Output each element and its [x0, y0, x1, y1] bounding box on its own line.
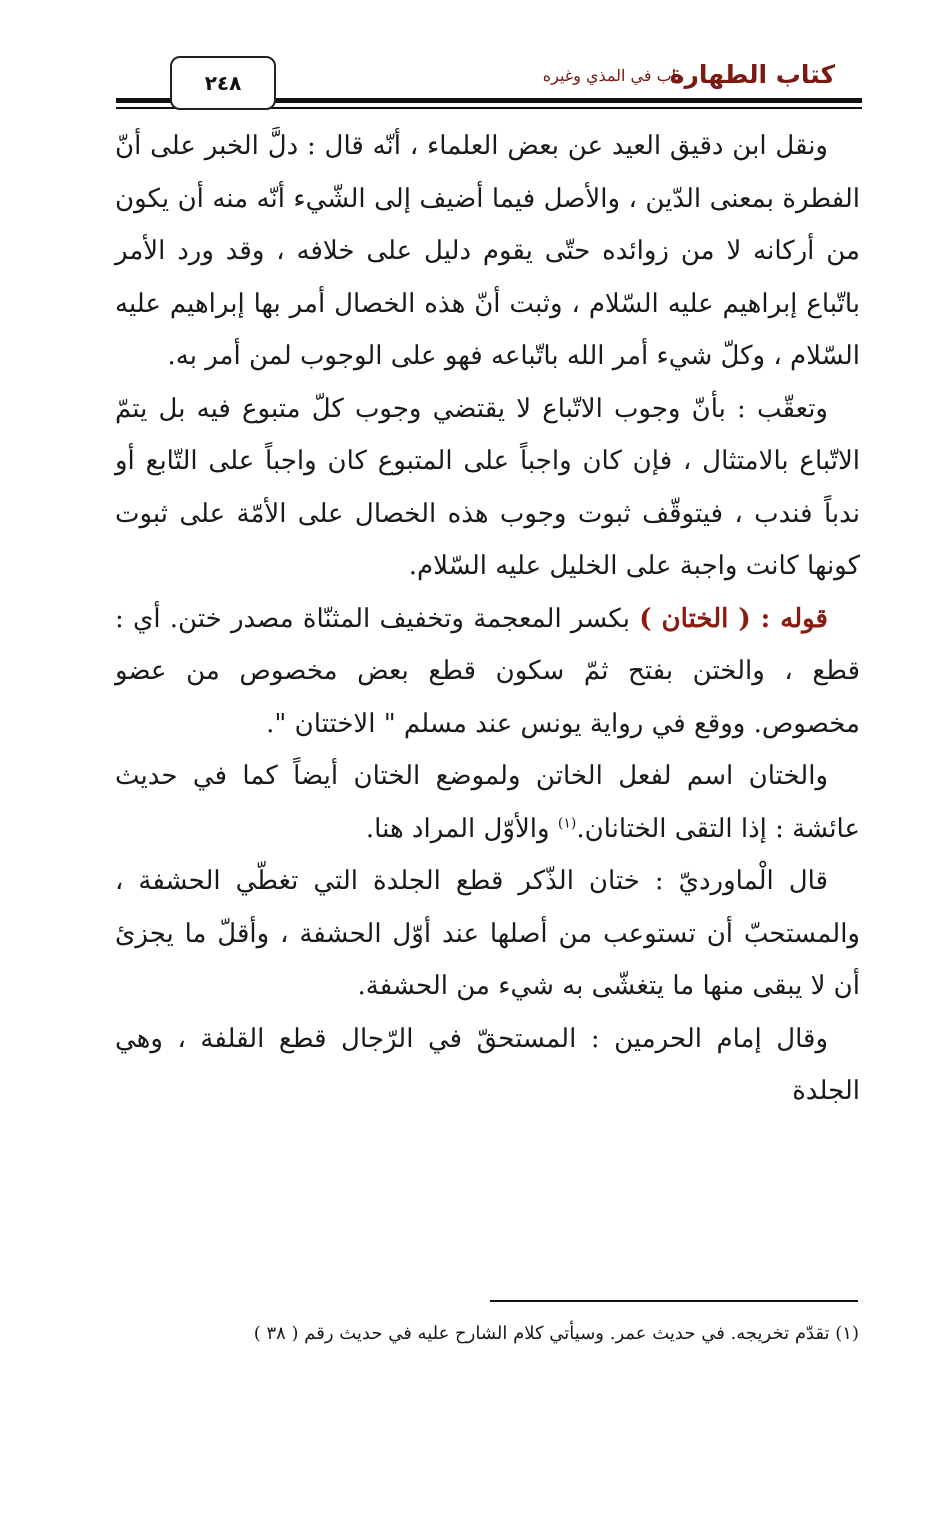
chapter-title: باب في المذي وغيره	[542, 66, 681, 85]
paragraph	[115, 593, 860, 751]
paragraph-text: وتعقّب : بأنّ وجوب الاتّباع لا يقتضي وجوب كلّ متبوع فيه بل يتمّ الاتّباع بالامتثال ، فإن كان واجباً على المتبوع كان واجباً على التّابع أو ندباً فندب ، فيتوقّف ثبوت وجوب هذه الخصال على الأمّة على ثبوت كونها كانت واجبة على الخليل عليه السّلام.	[115, 393, 860, 581]
book-title: كتاب الطهارة	[669, 60, 835, 89]
paragraph-text: وقال إمام الحرمين : المستحقّ في الرّجال قطع القلفة ، وهي الجلدة	[115, 1023, 860, 1106]
paragraph	[115, 383, 860, 593]
paragraph	[115, 855, 860, 1013]
paragraph-lead: قوله : ( الختان )	[639, 603, 828, 634]
paragraph-text: والختان اسم لفعل الخاتن ولموضع الختان أيضاً كما في حديث عائشة : إذا التقى الختانان.	[115, 761, 860, 844]
paragraph-text-after: والأوّل المراد هنا.	[365, 813, 558, 844]
footnote-marker[interactable]: (١)	[557, 814, 577, 831]
paragraph-text: ونقل ابن دقيق العيد عن بعض العلماء ، أنّه قال : دلَّ الخبر على أنّ الفطرة بمعنى الدّين ، والأصل فيما أضيف إلى الشّيء أنّه منه أن يكون من أركانه لا من زوائده حتّى يقوم دليل على خلافه ، وقد ورد الأمر باتّباع إبراهيم عليه السّلام ، وثبت أنّ هذه الخصال أمر بها إبراهيم عليه السّلام ، وكلّ شيء أمر الله باتّباعه فهو على الوجوب لمن أمر به.	[115, 131, 860, 371]
paragraph-text: بكسر المعجمة وتخفيف المثنّاة مصدر ختن. أي : قطع ، والختن بفتح ثمّ سكون قطع بعض مخصوص من عضو مخصوص. ووقع في رواية يونس عند مسلم " الاختتان ".	[115, 603, 860, 739]
footnote-text: (١) تقدّم تخريجه. في حديث عمر. وسيأتي كلام الشارح عليه في حديث رقم ( ٣٨ )	[253, 1323, 859, 1344]
paragraph-text: قال الْماورديّ : ختان الذّكر قطع الجلدة التي تغطّي الحشفة ، والمستحبّ أن تستوعب من أصلها عند أوّل الحشفة ، وأقلّ ما يجزئ أن لا يبقى منها ما يتغشّى به شيء من الحشفة.	[115, 866, 860, 1001]
paragraph	[115, 120, 860, 383]
main-text	[115, 120, 860, 1118]
footnote-rule	[490, 1300, 858, 1302]
paragraph	[115, 1013, 860, 1118]
paragraph	[115, 750, 860, 855]
page-number: ٢٤٨	[170, 56, 276, 110]
